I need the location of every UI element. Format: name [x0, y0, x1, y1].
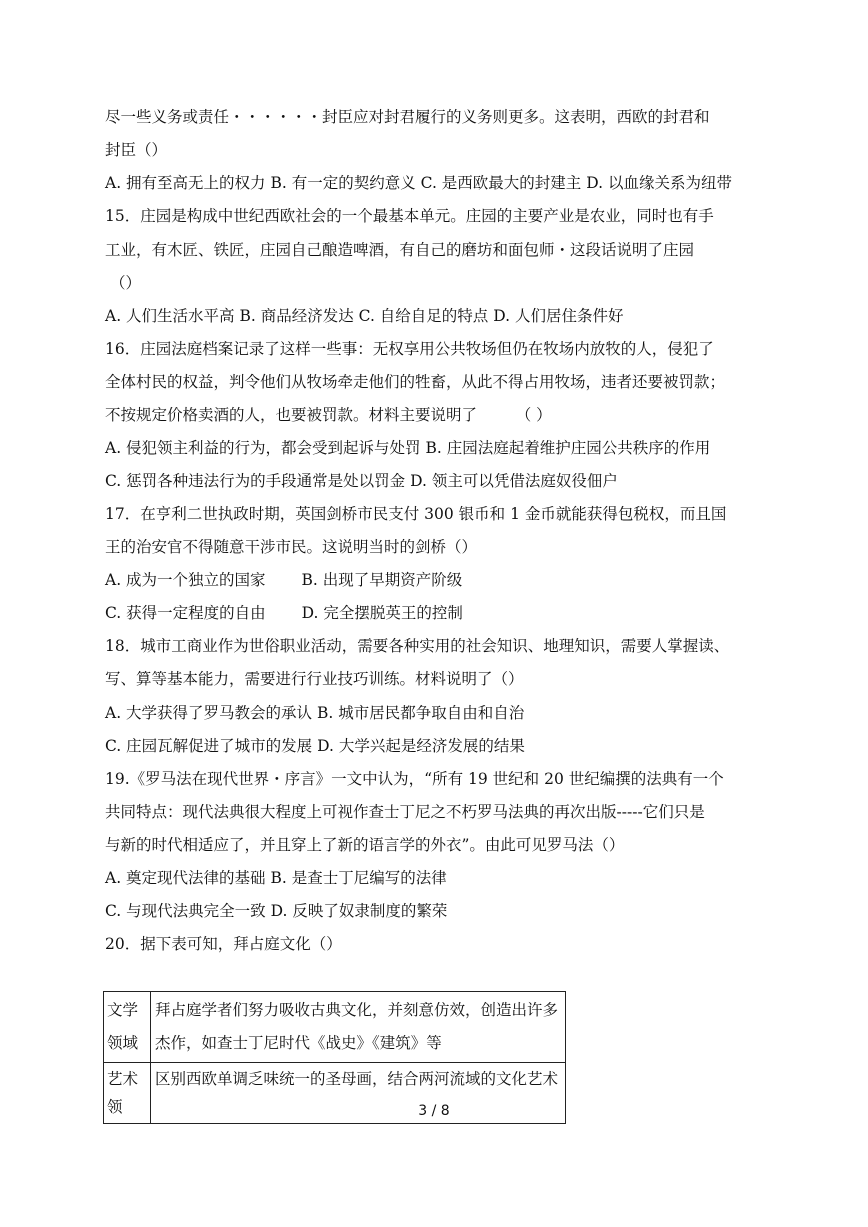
text-line: C. 庄园瓦解促进了城市的发展 D. 大学兴起是经济发展的结果 [105, 737, 525, 755]
text-line: C. 获得一定程度的自由 D. 完全摆脱英王的控制 [105, 604, 463, 622]
text-line: 不按规定价格卖酒的人，也要被罚款。材料主要说明了 （ ） [105, 406, 552, 424]
text-line: C. 惩罚各种违法行为的手段通常是处以罚金 D. 领主可以凭借法庭奴役佃户 [105, 472, 618, 490]
text-line: A. 拥有至高无上的权力 B. 有一定的契约意义 C. 是西欧最大的封建主 D. 以血缘关系为纽带 [105, 174, 732, 192]
text-line: 与新的时代相适应了，并且穿上了新的语言学的外衣”。由此可见罗马法（） [105, 836, 625, 854]
text-line: 18．城市工商业作为世俗职业活动，需要各种实用的社会知识、地理知识，需要人掌握读、 [105, 637, 730, 655]
text-line: A. 大学获得了罗马教会的承认 B. 城市居民都争取自由和自治 [105, 704, 525, 722]
text-line: 共同特点：现代法典很大程度上可视作查士丁尼之不朽罗马法典的再次出版-----它们只是 [105, 803, 705, 821]
text-line: （） [110, 274, 142, 292]
text-line: 19.《罗马法在现代世界・序言》一文中认为，“所有 19 世纪和 20 世纪编撰的法典有一个 [105, 770, 724, 788]
text-line: 尽一些义务或责任・・・・・・封臣应对封君履行的义务则更多。这表明，西欧的封君和 [105, 108, 710, 126]
text-line: 15．庄园是构成中世纪西欧社会的一个最基本单元。庄园的主要产业是农业，同时也有手 [105, 207, 714, 225]
table-row [104, 992, 566, 1063]
text-line: A. 奠定现代法律的基础 B. 是查士丁尼编写的法律 [105, 869, 447, 887]
page-number: 3 / 8 [418, 1103, 450, 1119]
table-cell-content: 区别西欧单调乏味统一的圣母画，结合两河流域的文化艺术 [151, 1063, 566, 1124]
text-line: A. 侵犯领主利益的行为，都会受到起诉与处罚 B. 庄园法庭起着维护庄园公共秩序的作用 [105, 439, 711, 457]
text-line: 16．庄园法庭档案记录了这样一些事：无权享用公共牧场但仍在牧场内放牧的人，侵犯了 [105, 340, 714, 358]
text-line: 20．据下表可知，拜占庭文化（） [105, 935, 342, 953]
text-line: A. 人们生活水平高 B. 商品经济发达 C. 自给自足的特点 D. 人们居住条件好 [105, 307, 624, 325]
table-cell-field: 艺术领 [104, 1063, 151, 1124]
text-line: 写、算等基本能力，需要进行行业技巧训练。材料说明了（） [105, 670, 524, 688]
text-line: 全体村民的权益，判令他们从牧场牵走他们的牲畜，从此不得占用牧场，违者还要被罚款； [105, 373, 726, 391]
text-line: 工业，有木匠、铁匠，庄园自己酿造啤酒，有自己的磨坊和面包师・这段话说明了庄园 [105, 241, 695, 259]
text-line: 17．在亨利二世执政时期，英国剑桥市民支付 300 银币和 1 金币就能获得包税权，而且国 [105, 505, 727, 523]
text-line: 封臣（） [105, 141, 168, 159]
text-line: C. 与现代法典完全一致 D. 反映了奴隶制度的繁荣 [105, 902, 448, 920]
table-cell-field: 文学领域 [104, 992, 151, 1063]
text-line: A. 成为一个独立的国家 B. 出现了早期资产阶级 [105, 571, 463, 589]
text-line: 王的治安官不得随意干涉市民。这说明当时的剑桥（） [105, 538, 478, 556]
table-cell-content: 拜占庭学者们努力吸收古典文化，并刻意仿效，创造出许多杰作，如查士丁尼时代《战史》《建筑》等 [151, 992, 566, 1063]
